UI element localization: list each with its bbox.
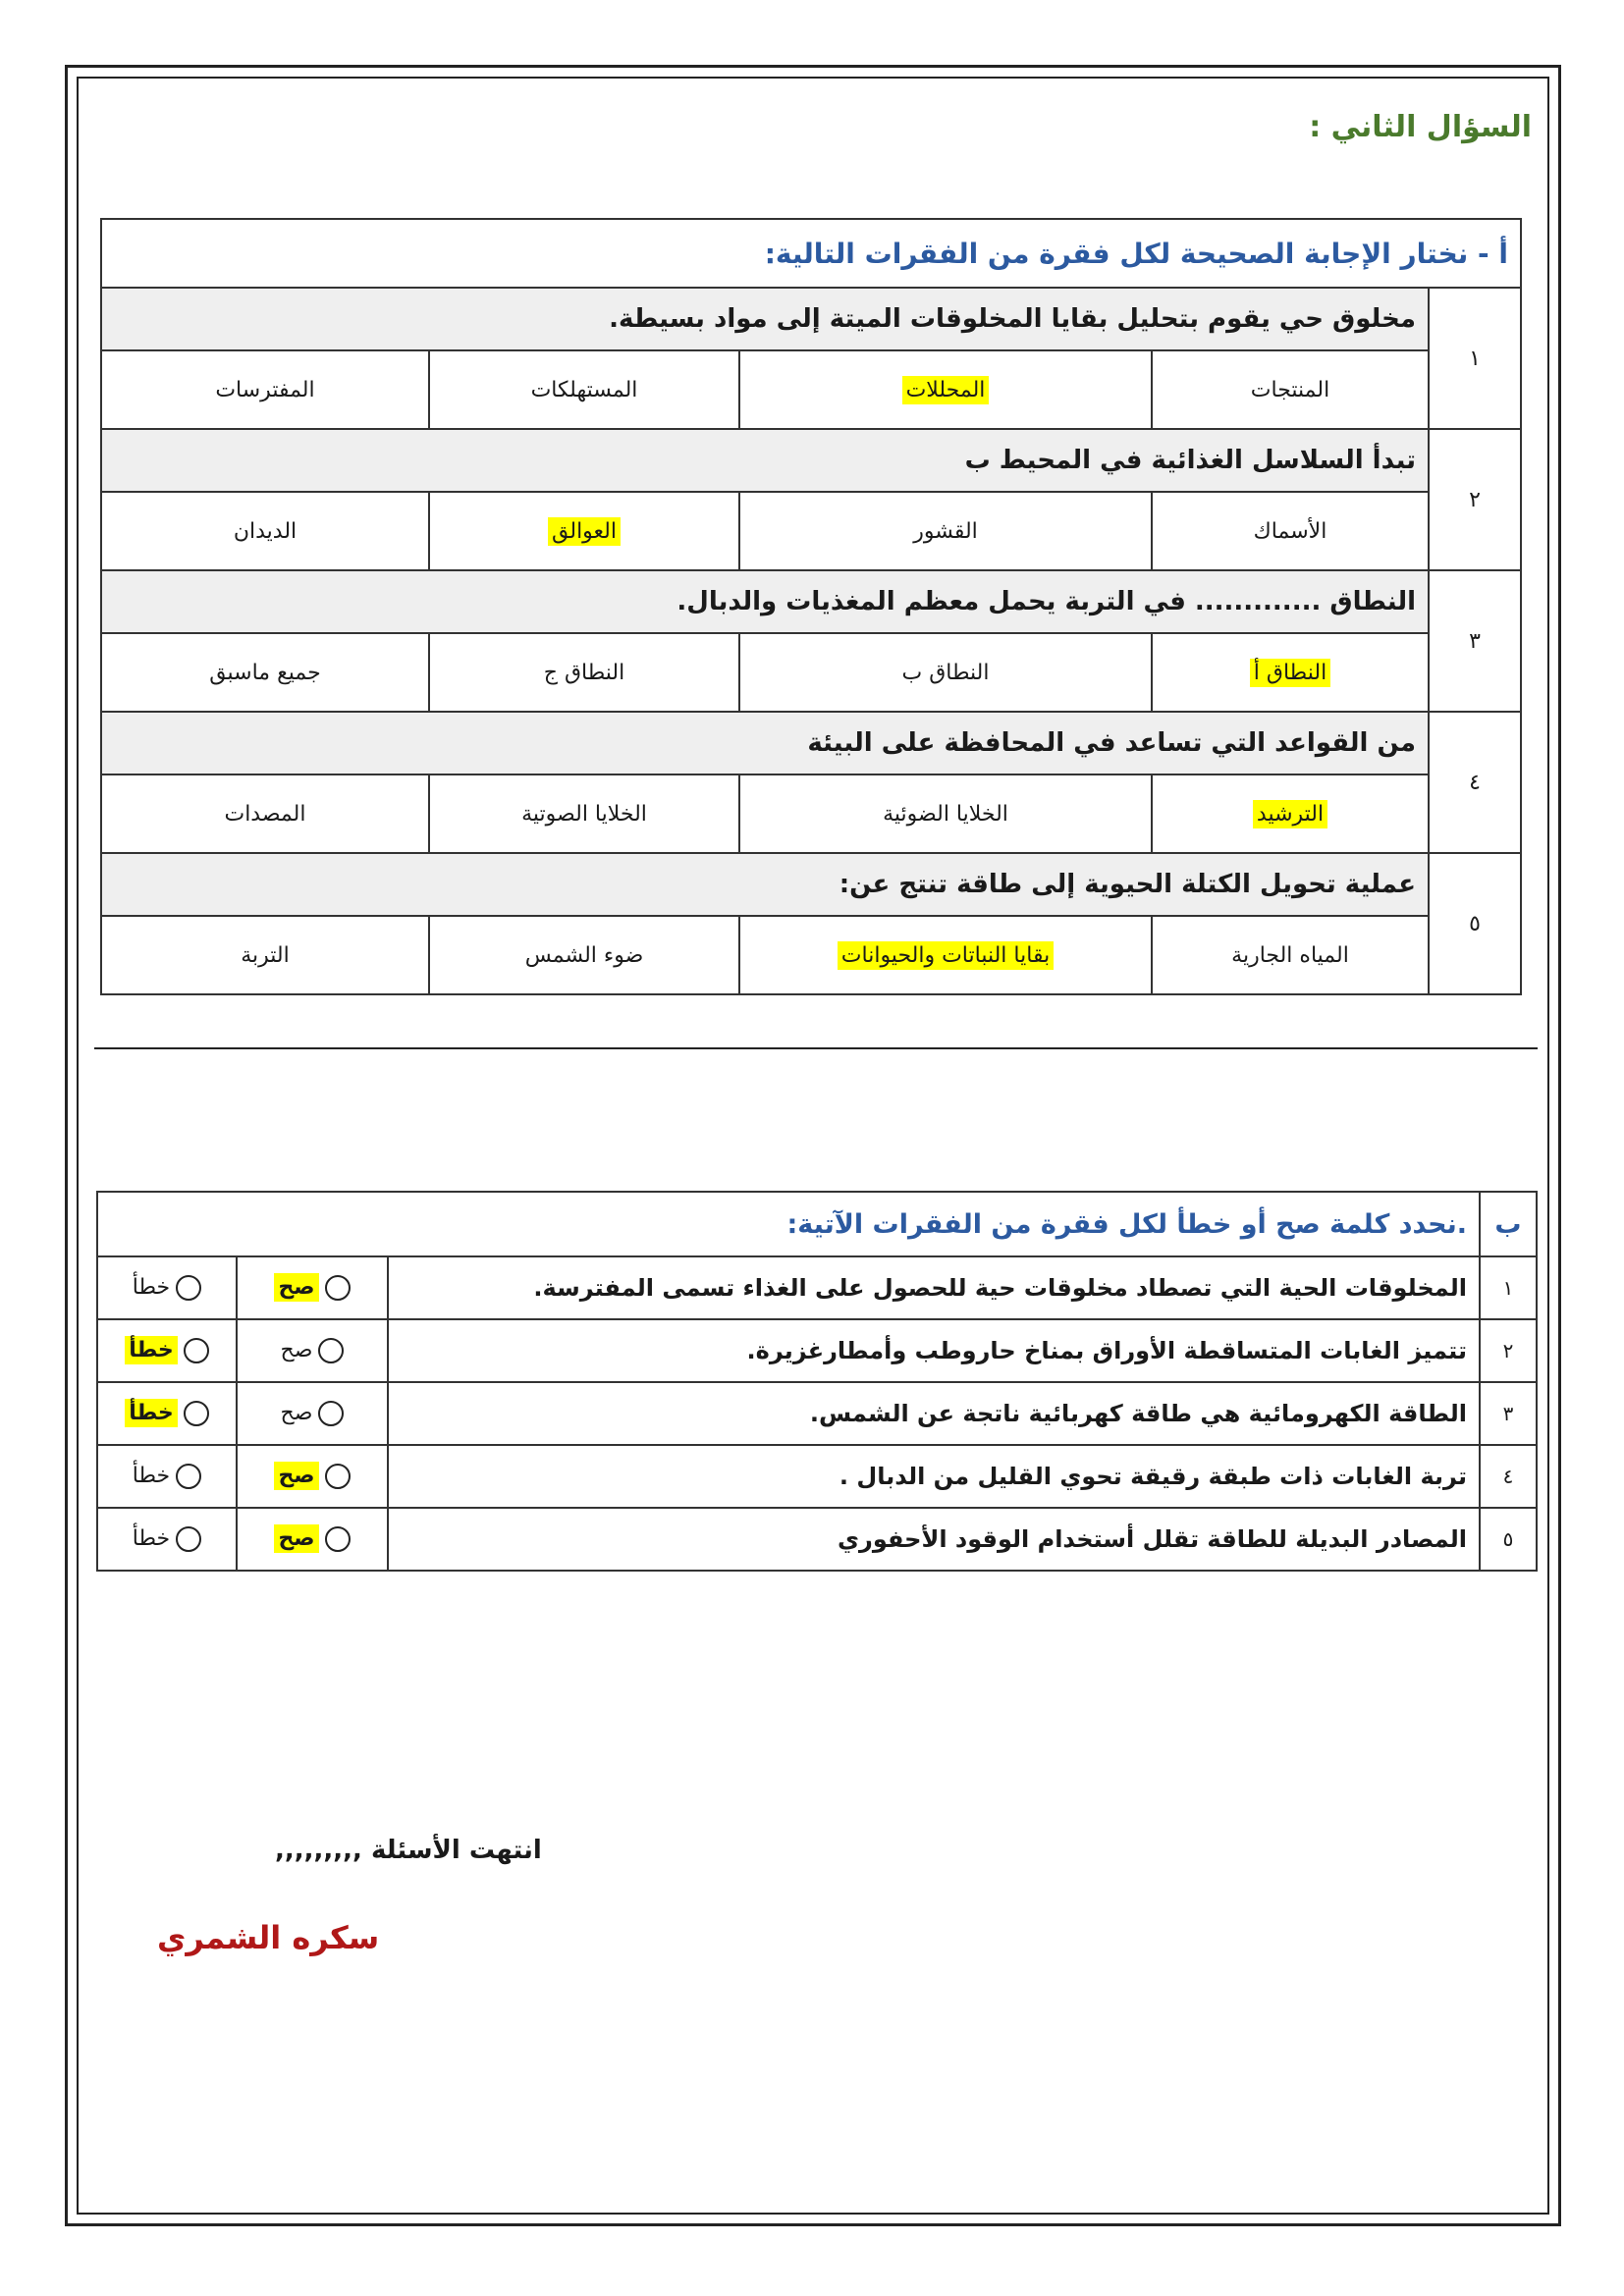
radio-circle-icon[interactable] <box>318 1338 344 1363</box>
statement-text: تربة الغابات ذات طبقة رقيقة تحوي القليل من الدبال . <box>388 1445 1480 1508</box>
question-title: السؤال الثاني : <box>1309 110 1532 144</box>
radio-circle-icon[interactable] <box>184 1401 209 1426</box>
radio-circle-icon[interactable] <box>325 1526 351 1552</box>
statement-text: المخلوقات الحية التي تصطاد مخلوقات حية للحصول على الغذاء تسمى المفترسة. <box>388 1256 1480 1319</box>
true-label: صح <box>274 1273 318 1302</box>
answer-option[interactable] <box>739 916 1152 994</box>
statement-number: ٤ <box>1480 1445 1537 1508</box>
true-option[interactable] <box>237 1319 388 1382</box>
answer-option[interactable] <box>1152 492 1429 570</box>
radio-circle-icon[interactable] <box>184 1338 209 1363</box>
true-option[interactable] <box>237 1256 388 1319</box>
false-label: خطأ <box>132 1464 171 1488</box>
option-label: الأسماك <box>1253 518 1327 544</box>
false-label: خطأ <box>125 1336 178 1364</box>
answer-option[interactable] <box>101 492 429 570</box>
question-number: ٢ <box>1429 429 1521 570</box>
false-label: خطأ <box>132 1526 171 1551</box>
answer-option[interactable] <box>739 633 1152 712</box>
correct-answer-label: الترشيد <box>1253 800 1327 828</box>
true-label: صح <box>280 1401 313 1425</box>
option-label: الخلايا الصوتية <box>521 801 647 827</box>
true-label: صح <box>274 1462 318 1490</box>
section-b-letter: ب <box>1480 1192 1537 1256</box>
true-option[interactable] <box>237 1445 388 1508</box>
statement-number: ٢ <box>1480 1319 1537 1382</box>
answer-option[interactable] <box>1152 774 1429 853</box>
statement-text: الطاقة الكهرومائية هي طاقة كهربائية ناتجة عن الشمس. <box>388 1382 1480 1445</box>
answer-option[interactable] <box>101 916 429 994</box>
false-option[interactable] <box>97 1445 237 1508</box>
statement-number: ٥ <box>1480 1508 1537 1571</box>
question-number: ٤ <box>1429 712 1521 853</box>
section-a-heading: أ - نختار الإجابة الصحيحة لكل فقرة من الفقرات التالية: <box>101 219 1521 288</box>
section-a-table <box>100 218 1522 995</box>
false-option[interactable] <box>97 1319 237 1382</box>
option-label: النطاق ب <box>901 660 990 685</box>
radio-circle-icon[interactable] <box>176 1526 201 1552</box>
correct-answer-label: العوالق <box>548 517 621 546</box>
correct-answer-label: بقايا النباتات والحيوانات <box>838 941 1054 970</box>
question-text: عملية تحويل الكتلة الحيوية إلى طاقة تنتج عن: <box>101 853 1429 916</box>
answer-option[interactable] <box>101 633 429 712</box>
true-option[interactable] <box>237 1382 388 1445</box>
answer-option[interactable] <box>739 492 1152 570</box>
question-text: من القواعد التي تساعد في المحافظة على البيئة <box>101 712 1429 774</box>
question-text: تبدأ السلاسل الغذائية في المحيط ب <box>101 429 1429 492</box>
true-option[interactable] <box>237 1508 388 1571</box>
section-b-table <box>96 1191 1538 1572</box>
answer-option[interactable] <box>429 492 739 570</box>
teacher-signature: سكره الشمري <box>157 1919 380 1956</box>
option-label: جميع ماسبق <box>209 660 321 685</box>
option-label: المنتجات <box>1250 377 1330 402</box>
statement-text: المصادر البديلة للطاقة تقلل أستخدام الوقود الأحفوري <box>388 1508 1480 1571</box>
option-label: التربة <box>241 942 290 968</box>
answer-option[interactable] <box>429 633 739 712</box>
false-option[interactable] <box>97 1508 237 1571</box>
question-number: ٣ <box>1429 570 1521 712</box>
answer-option[interactable] <box>739 774 1152 853</box>
option-label: القشور <box>913 518 978 544</box>
end-of-questions-text: انتهت الأسئلة ,,,,,,,,, <box>275 1836 542 1865</box>
question-number: ٥ <box>1429 853 1521 994</box>
true-label: صح <box>280 1338 313 1362</box>
answer-option[interactable] <box>429 916 739 994</box>
option-label: المستهلكات <box>530 377 638 402</box>
section-b-heading: .نحدد كلمة صح أو خطأ لكل فقرة من الفقرات الآتية: <box>97 1192 1480 1256</box>
answer-option[interactable] <box>101 350 429 429</box>
option-label: الديدان <box>233 518 298 544</box>
radio-circle-icon[interactable] <box>176 1464 201 1489</box>
option-label: المفترسات <box>215 377 315 402</box>
radio-circle-icon[interactable] <box>325 1275 351 1301</box>
false-option[interactable] <box>97 1382 237 1445</box>
option-label: الخلايا الضوئية <box>883 801 1008 827</box>
option-label: المياه الجارية <box>1231 942 1349 968</box>
true-label: صح <box>274 1524 318 1553</box>
false-label: خطأ <box>132 1275 171 1300</box>
radio-circle-icon[interactable] <box>176 1275 201 1301</box>
correct-answer-label: النطاق أ <box>1250 659 1330 687</box>
answer-option[interactable] <box>101 774 429 853</box>
answer-option[interactable] <box>429 774 739 853</box>
option-label: المصدات <box>224 801 306 827</box>
question-text: مخلوق حي يقوم بتحليل بقايا المخلوقات الميتة إلى مواد بسيطة. <box>101 288 1429 350</box>
option-label: النطاق ج <box>543 660 625 685</box>
question-text: النطاق ............. في التربة يحمل معظم المغذيات والدبال. <box>101 570 1429 633</box>
statement-number: ٣ <box>1480 1382 1537 1445</box>
section-divider <box>94 1047 1538 1049</box>
radio-circle-icon[interactable] <box>325 1464 351 1489</box>
answer-option[interactable] <box>739 350 1152 429</box>
false-label: خطأ <box>125 1399 178 1427</box>
statement-text: تتميز الغابات المتساقطة الأوراق بمناخ حاروطب وأمطارغزيرة. <box>388 1319 1480 1382</box>
statement-number: ١ <box>1480 1256 1537 1319</box>
answer-option[interactable] <box>1152 916 1429 994</box>
question-number: ١ <box>1429 288 1521 429</box>
false-option[interactable] <box>97 1256 237 1319</box>
radio-circle-icon[interactable] <box>318 1401 344 1426</box>
option-label: ضوء الشمس <box>524 942 644 968</box>
correct-answer-label: المحللات <box>902 376 990 404</box>
answer-option[interactable] <box>1152 350 1429 429</box>
answer-option[interactable] <box>429 350 739 429</box>
answer-option[interactable] <box>1152 633 1429 712</box>
